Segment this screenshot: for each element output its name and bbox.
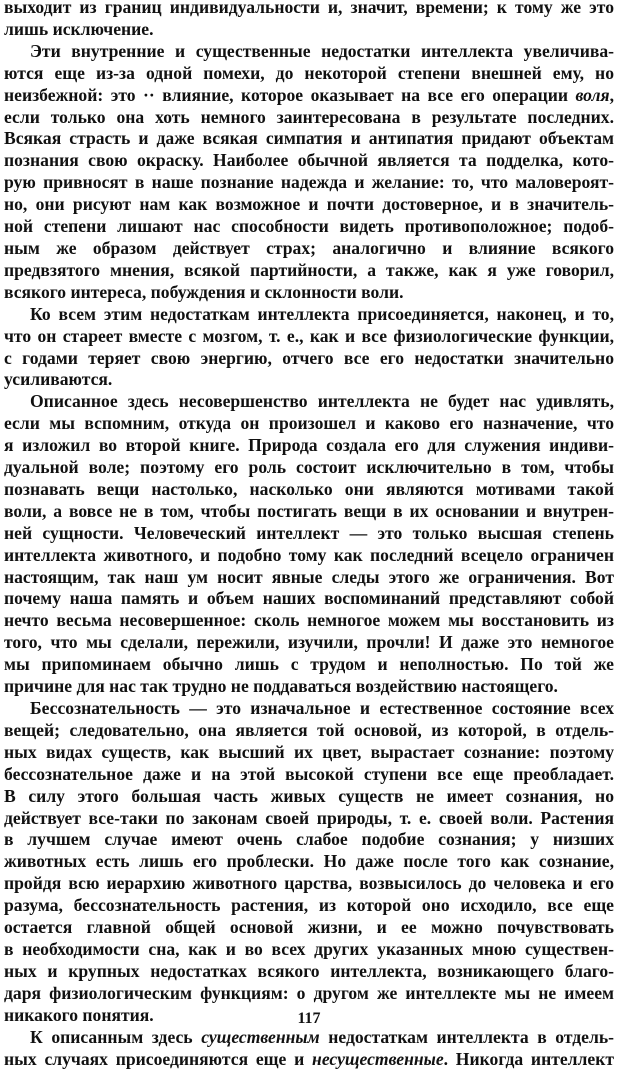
paragraph-5: [4, 698, 614, 1027]
text-line: в необходимости сна, как и во всех других указанных мною существен-: [4, 939, 614, 961]
page-body-text: [4, 0, 614, 1070]
text-line: ных и крупных недостатках всякого интеллекта, возникающего благо-: [4, 961, 614, 983]
text-line: разума, бессознательность растения, из которой оно исходило, все еще: [4, 895, 614, 917]
text-line: Всякая страсть и даже всякая симпатия и антипатия придают объектам: [4, 128, 614, 150]
text-line: с годами теряет свою энергию, отчего все его недостатки значительно: [4, 348, 614, 370]
text-line: что он стареет вместе с мозгом, т. е., как и все физиологические функции,: [4, 326, 614, 348]
page-number: 117: [4, 1008, 614, 1030]
text-line: воли, а вовсе не в том, чтобы постигать вещи в их основании и внутрен-: [4, 501, 614, 523]
text-line-with-italic: К описанным здесь существенным недостаткам интеллекта в отдель-: [4, 1027, 614, 1049]
text-line: если мы вспомним, откуда он произошел и каково его назначение, что: [4, 413, 614, 435]
text-line: даря физиологическим функциям: о другом же интеллекте мы не имеем: [4, 983, 614, 1005]
text-line: лишь исключение.: [4, 19, 614, 41]
paragraph-6: [4, 1027, 614, 1070]
text-line: ных видах существ, как высший их цвет, вырастает сознание: поэтому: [4, 742, 614, 764]
italic-emphasis: воля: [576, 85, 610, 105]
text-line: интеллекта животного, и подобно тому как последний всецело ограничен: [4, 545, 614, 567]
text-line: всякого интереса, побуждения и склонности воли.: [4, 282, 614, 304]
book-page: [4, 0, 614, 1036]
text-line: вещей; следовательно, она является той основой, из которой, в отдель-: [4, 720, 614, 742]
text-line: познавать вещи настолько, насколько они являются мотивами такой: [4, 479, 614, 501]
text-line: ней сущности. Человеческий интеллект — это только высшая степень: [4, 523, 614, 545]
paragraph-4: [4, 391, 614, 698]
text-line-with-italic: ных случаях присоединяются еще и несущественные. Никогда интеллект: [4, 1049, 614, 1070]
text-line: ной степени лишают нас способности видеть противоположное; подоб-: [4, 216, 614, 238]
text-line: в лучшем случае имеют очень слабое подобие сознания; у низших: [4, 829, 614, 851]
text-line: бессознательное даже и на этой высокой ступени все еще преобладает.: [4, 764, 614, 786]
text-line: действует все-таки по законам своей природы, т. е. своей воли. Растения: [4, 808, 614, 830]
text-line: но, они рисуют нам как возможное и почти достоверное, и в значитель-: [4, 194, 614, 216]
text-line: ным же образом действует страх; аналогично и влияние всякого: [4, 238, 614, 260]
text-line: пройдя всю иерархию животного царства, возвысилось до человека и его: [4, 873, 614, 895]
italic-emphasis: существенным: [201, 1027, 319, 1047]
text-line: Описанное здесь несовершенство интеллекта не будет нас удивлять,: [4, 391, 614, 413]
text-line: нечто весьма несовершенное: сколь немногое можем мы восстановить из: [4, 610, 614, 632]
text-line: Ко всем этим недостаткам интеллекта присоединяется, наконец, и то,: [4, 304, 614, 326]
text-line: настоящим, так наш ум носит явные следы этого же ограничения. Вот: [4, 567, 614, 589]
text-line: В силу этого большая часть живых существ не имеет сознания, но: [4, 786, 614, 808]
text-line: дуальной воле; поэтому его роль состоит исключительно в том, чтобы: [4, 457, 614, 479]
text-line: ются еще из-за одной помехи, до некоторой степени внешней ему, но: [4, 63, 614, 85]
text-line: почему наша память и объем наших воспоминаний представляют собой: [4, 588, 614, 610]
text-line: остается главной общей основой жизни, и ее можно почувствовать: [4, 917, 614, 939]
italic-emphasis: несущественные: [312, 1049, 444, 1069]
text-line: Эти внутренние и существенные недостатки интеллекта увеличива-: [4, 41, 614, 63]
paragraph-1: [4, 0, 614, 41]
text-line: предвзятого мнения, всякой партийности, а также, как я уже говорил,: [4, 260, 614, 282]
text-line: того, что мы сделали, пережили, изучили, прочли! И даже это немногое: [4, 632, 614, 654]
text-line: Бессознательность — это изначальное и естественное состояние всех: [4, 698, 614, 720]
text-line: мы припоминаем обычно лишь с трудом и неполностью. По той же: [4, 654, 614, 676]
text-line: причине для нас так трудно не поддаваться воздействию настоящего.: [4, 676, 614, 698]
text-line: животных есть лишь его проблески. Но даже после того как сознание,: [4, 851, 614, 873]
text-line: рую привносят в наше познание надежда и желание: то, что маловероят-: [4, 172, 614, 194]
text-line: выходит из границ индивидуальности и, значит, времени; к тому же это: [4, 0, 614, 19]
text-line: если только она хоть немного заинтересована в результате последних.: [4, 107, 614, 129]
text-line: я изложил во второй книге. Природа создала его для служения индиви-: [4, 435, 614, 457]
text-line: никакого понятия.: [4, 1005, 614, 1027]
paragraph-3: [4, 304, 614, 392]
text-line-with-italic: неизбежной: это ·· влияние, которое оказывает на все его операции воля,: [4, 85, 614, 107]
text-line: познания свою окраску. Наиболее обычной является та подделка, кото-: [4, 150, 614, 172]
paragraph-2: [4, 41, 614, 304]
text-line: усиливаются.: [4, 369, 614, 391]
